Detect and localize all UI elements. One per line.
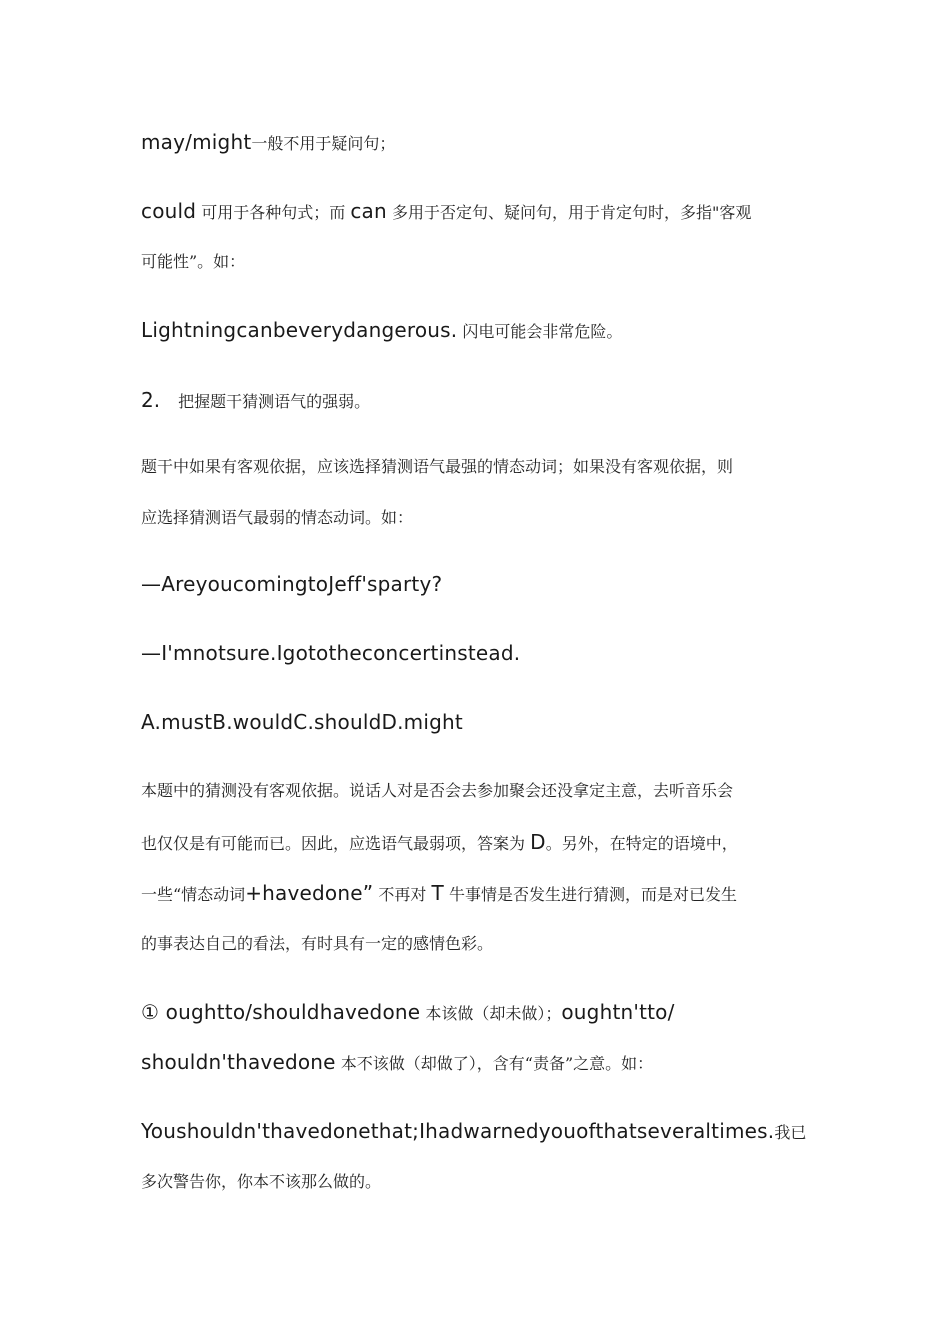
term-oughtnt-to: oughtn'tto/ (561, 1000, 675, 1024)
section-heading-2 (141, 385, 821, 415)
section-title: 把握题干猜测语气的强弱。 (178, 392, 371, 411)
chinese-translation: 闪电可能会非常危险。 (457, 322, 623, 341)
text-segment: 一般不用于疑问句； (251, 134, 396, 153)
section-number: 2. (141, 388, 161, 412)
text-line-14 (141, 929, 821, 959)
term-havedone: +havedone” (245, 881, 374, 905)
answer-letter: D (530, 830, 546, 854)
term-ought-to-should-have-done: ① oughtto/shouldhavedone (141, 1000, 421, 1024)
paragraph-text: 一些“情态动词 (141, 885, 246, 904)
text-line-1 (141, 127, 821, 157)
english-sentence: Lightningcanbeverydangerous. (141, 318, 458, 342)
paragraph-text: 。另外，在特定的语境中， (545, 834, 738, 853)
paragraph-text: 本题中的猜测没有客观依据。说话人对是否会去参加聚会还没拿定主意，去听音乐会 (141, 781, 734, 800)
item-1-line-1 (141, 997, 821, 1027)
term-meaning: 本不该做（却做了），含有“责备”之意。如： (335, 1054, 654, 1073)
dialogue-line-2 (141, 638, 821, 668)
paragraph-text: 不再对 (373, 885, 432, 904)
text-line-7 (141, 503, 821, 533)
text-segment: 多用于否定句、疑问句，用于肯定句时，多指"客观 (386, 203, 752, 222)
text-line-11 (141, 776, 821, 806)
answer-options (141, 707, 821, 737)
dialogue-line-1 (141, 569, 821, 599)
paragraph-text: 的事表达自己的看法，有时具有一定的感情色彩。 (141, 934, 494, 953)
text-segment: 可用于各种句式；而 (196, 203, 351, 222)
chinese-translation: 多次警告你，你本不该那么做的。 (141, 1172, 382, 1191)
term-can: can (350, 199, 387, 223)
term-may-might: may/might (141, 130, 252, 154)
chinese-translation: 我已 (774, 1123, 807, 1142)
options-text: A.mustB.wouldC.shouldD.might (141, 710, 463, 734)
paragraph-text: 题干中如果有客观依据，应该选择猜测语气最强的情态动词；如果没有客观依据，则 (141, 457, 734, 476)
text-line-12 (141, 827, 821, 857)
stray-letter: T (431, 881, 444, 905)
term-meaning: 本该做（却未做）； (420, 1004, 562, 1023)
term-shouldnt-have-done: shouldn'thavedone (141, 1050, 336, 1074)
text-line-18 (141, 1167, 821, 1197)
example-sentence-1 (141, 315, 821, 345)
text-segment: 可能性”。如： (141, 252, 246, 271)
paragraph-text: 牛事情是否发生进行猜测，而是对已发生 (443, 885, 737, 904)
dialogue-answer: —I'mnotsure.Igototheconcertinstead. (141, 641, 521, 665)
example-sentence-2 (141, 1116, 821, 1146)
paragraph-text: 应选择猜测语气最弱的情态动词。如： (141, 508, 414, 527)
dialogue-question: —AreyoucomingtoJeff'sparty? (141, 572, 443, 596)
english-sentence: Youshouldn'thavedonethat;Ihadwarnedyouofthatseveraltimes. (141, 1119, 775, 1143)
paragraph-text: 也仅仅是有可能而已。因此，应选语气最弱项，答案为 (141, 834, 531, 853)
term-could: could (141, 199, 197, 223)
text-line-6 (141, 452, 821, 482)
text-line-2 (141, 196, 821, 226)
text-line-13 (141, 878, 821, 908)
text-line-3 (141, 247, 821, 277)
item-1-line-2 (141, 1047, 821, 1077)
